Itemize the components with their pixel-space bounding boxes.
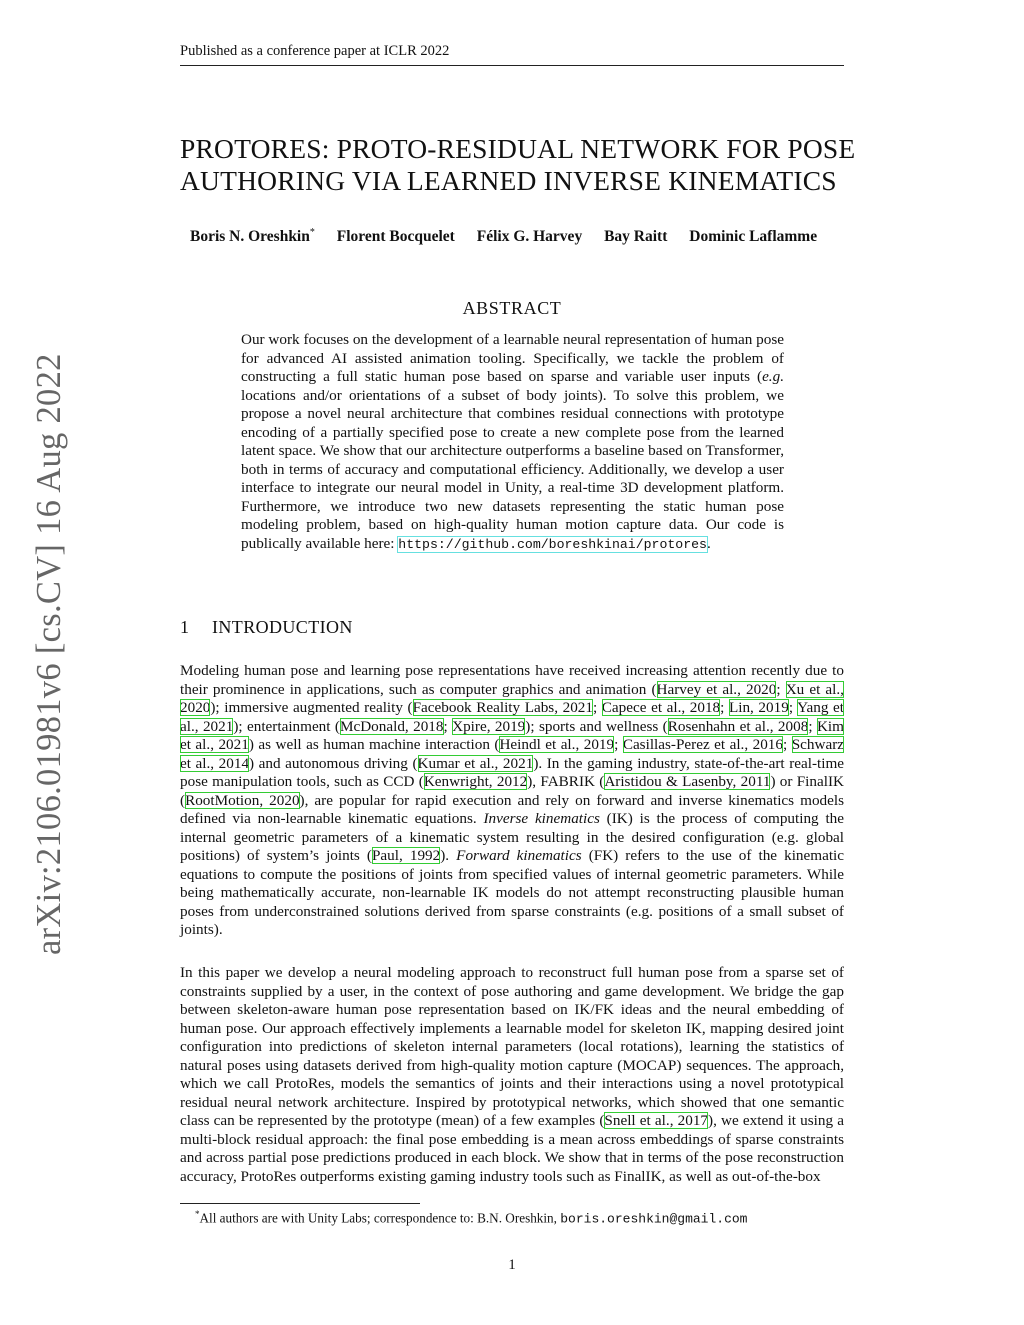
abstract-heading: ABSTRACT [462,298,562,318]
section-title: INTRODUCTION [212,617,353,637]
page-number: 1 [508,1257,516,1273]
email-address[interactable]: boris.oreshkin@gmail.com [560,1211,748,1227]
citation-link[interactable]: Xu et al., 2020 [180,680,844,716]
author-name: Bay Raitt [604,228,668,246]
citation-link[interactable]: Rosenhahn et al., 2008 [667,717,809,735]
citation-link[interactable]: Harvey et al., 2020 [656,680,777,698]
citation-link[interactable]: Schwarz et al., 2014 [180,736,844,772]
citation-link[interactable]: Heindl et al., 2019 [499,736,615,753]
footnote-rule [180,1203,420,1204]
intro-paragraph-1: Modeling human pose and learning pose representations have received increasing attention recently due to their prominence in applications, such as computer graphics and animation (Harvey et al., 2020; Xu et al., 2020); immersive augmented reality (Facebook Reality Labs, 2021; Capece et al., 2018; Lin, 2019; Yang et al., 2021); entertainment (McDonald, 2018; Xpire, 2019); sports and wellness (Rosenhahn et al., 2008; Kim et al., 2021) as well as human machine interaction (Heindl et al., 2019; Casillas-Perez et al., 2016; Schwarz et al., 2014) and autonomous driving (Kumar et al., 2021). In the gaming industry, state-of-the-art real-time pose manipulation tools, such as CCD (Kenwright, 2012), FABRIK (Aristidou & Lasenby, 2011) or FinalIK (RootMotion, 2020), are popular for rapid execution and rely on forward and inverse kinematics models defined via non-learnable kinematic equations. Inverse kinematics (IK) is the process of computing the internal geometric parameters of a kinematic system resulting in the desired configuration (e.g. global positions) of system’s joints (Paul, 1992). Forward kinematics (FK) refers to the use of the kinematic equations to compute the positions of joints from specified values of internal geometric parameters. While being mathematically accurate, non-learnable IK models do not attempt reconstructing plausible human poses from underconstrained solutions derived from sparse constraints (e.g. positions of a small subset of joints). [180,662,845,938]
author-list [190,227,850,246]
author-name: Félix G. Harvey [476,228,583,246]
footnote: *All authors are with Unity Labs; correspondence to: B.N. Oreshkin, boris.oreshkin@gmail.com [195,1209,748,1227]
citation-link[interactable]: Yang et al., 2021 [180,699,844,735]
citation-link[interactable]: Paul, 1992 [371,847,441,864]
paper-title [180,133,860,197]
abstract-body: Our work focuses on the development of a learnable neural representation of human pose for advanced AI assisted animation tooling. Specifically, we tackle the problem of constructing a full static human pose based on sparse and variable user inputs (e.g. locations and/or orientations of a subset of body joints). To solve this problem, we propose a novel neural architecture that combines residual connections with prototype encoding of a partially specified pose to create a new complete pose from the learned latent space. We show that our architecture outperforms a baseline based on Transformer, both in terms of accuracy and computational efficiency. Additionally, we develop a user interface to integrate our neural model in Unity, a real-time 3D development platform. Furthermore, we introduce two new datasets representing the static human pose modeling problem, based on high-quality human motion capture data. Our code is publically available here: https://github.com/boreshkinai/protores. [241,331,784,552]
citation-link[interactable]: Snell et al., 2017 [604,1112,709,1129]
author-name: Florent Bocquelet [336,228,455,246]
section-heading-introduction [180,617,844,638]
running-header: Published as a conference paper at ICLR 2022 [180,43,844,66]
intro-paragraph-2: In this paper we develop a neural modeling approach to reconstruct full human pose from a sparse set of constraints supplied by a user, in the context of pose authoring and game development. We bridge the gap between skeleton-aware human pose representation based on IK/FK ideas and the neural embedding of human pose. Our approach effectively implements a learnable model for skeleton IK, mapping desired joint configuration into predictions of skeleton internal parameters (local rotations), learning the statistics of natural poses using datasets derived from high-quality motion capture (MOCAP) sequences. The approach, which we call ProtoRes, models the semantics of joints and their interactions using a novel prototypical residual neural network architecture. Inspired by prototypical networks, which showed that one semantic class can be represented by the prototype (mean) of a few examples (Snell et al., 2017), we extend it using a multi-block residual approach: the final pose embedding is a mean across embeddings of sparse constraints and across partial pose predictions produced in each block. We show that in terms of the pose reconstruction accuracy, ProtoRes outperforms existing gaming industry tools such as FinalIK, as well as out-of-the-box [180,964,844,1185]
author-name: Boris N. Oreshkin* [190,227,315,246]
author-name: Dominic Laflamme [689,228,818,246]
citation-link[interactable]: McDonald, 2018 [339,717,444,735]
code-repo-link[interactable]: https://github.com/boreshkinai/protores [398,536,707,552]
citation-link[interactable]: Capece et al., 2018 [601,699,721,716]
citation-link[interactable]: Casillas-Perez et al., 2016 [622,736,783,753]
citation-link[interactable]: Kim et al., 2021 [180,717,844,753]
citation-link[interactable]: Aristidou & Lasenby, 2011 [604,773,771,790]
arxiv-identifier[interactable]: arXiv:2106.01981v6 [cs.CV] 16 Aug 2022 [30,353,68,955]
citation-link[interactable]: Kumar et al., 2021 [417,754,534,772]
title-line-2: AUTHORING VIA LEARNED INVERSE KINEMATICS [180,165,837,196]
citation-link[interactable]: Kenwright, 2012 [423,773,528,790]
citation-link[interactable]: Facebook Reality Labs, 2021 [412,699,593,716]
citation-link[interactable]: RootMotion, 2020 [185,791,300,809]
citation-link[interactable]: Lin, 2019 [728,699,789,716]
citation-link[interactable]: Xpire, 2019 [452,717,526,735]
section-number: 1 [180,617,190,637]
title-line-1: PROTORES: PROTO-RESIDUAL NETWORK FOR POSE [180,133,856,164]
